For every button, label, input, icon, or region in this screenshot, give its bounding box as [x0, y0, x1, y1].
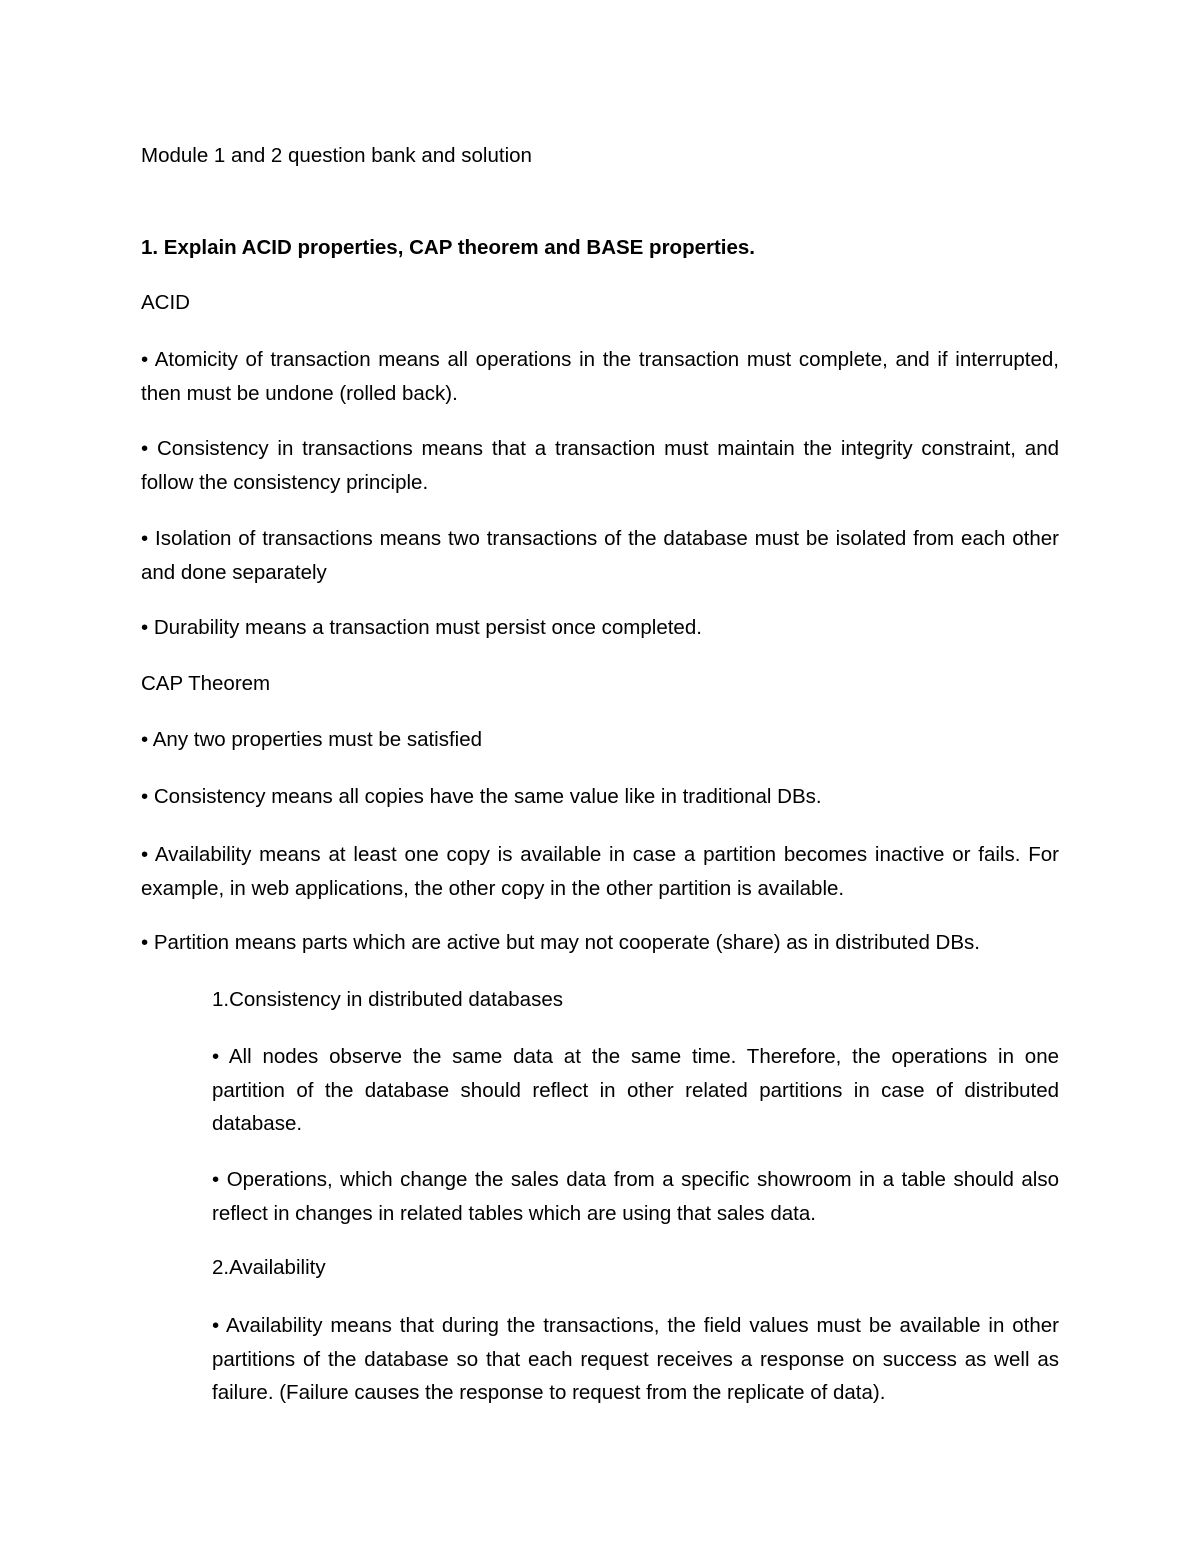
cap-partition-bullet: • Partition means parts which are active but may not cooperate (share) as in distributed DBs.	[141, 931, 980, 954]
cap-any-two-bullet: • Any two properties must be satisfied	[141, 728, 483, 751]
cap-heading: CAP Theorem	[141, 672, 271, 695]
consistency-subheading: 1.Consistency in distributed databases	[212, 988, 563, 1011]
cap-availability-bullet: • Availability means at least one copy is available in case a partition becomes inactive or fails. For example, in web applications, the other copy in the other partition is available.	[141, 843, 1059, 900]
availability-subheading: 2.Availability	[212, 1256, 326, 1279]
question-heading: 1. Explain ACID properties, CAP theorem and BASE properties.	[141, 236, 755, 259]
acid-consistency-bullet: • Consistency in transactions means that a transaction must maintain the integrity constraint, and follow the consistency principle.	[141, 437, 1059, 494]
consistency-nodes-bullet: • All nodes observe the same data at the same time. Therefore, the operations in one partition of the database should reflect in other related partitions in case of distributed database.	[212, 1045, 1059, 1135]
acid-durability-bullet: • Durability means a transaction must persist once completed.	[141, 616, 702, 639]
acid-isolation-bullet: • Isolation of transactions means two transactions of the database must be isolated from each other and done separately	[141, 527, 1059, 584]
availability-bullet: • Availability means that during the transactions, the field values must be available in other partitions of the database so that each request receives a response on success as well as failure. (Failure causes the response to request from the replicate of data).	[212, 1314, 1059, 1404]
acid-atomicity-bullet: • Atomicity of transaction means all operations in the transaction must complete, and if interrupted, then must be undone (rolled back).	[141, 348, 1059, 405]
acid-heading: ACID	[141, 291, 190, 314]
cap-consistency-bullet: • Consistency means all copies have the same value like in traditional DBs.	[141, 785, 822, 808]
consistency-operations-bullet: • Operations, which change the sales data from a specific showroom in a table should also reflect in changes in related tables which are using that sales data.	[212, 1168, 1059, 1225]
document-title: Module 1 and 2 question bank and solution	[141, 144, 532, 167]
